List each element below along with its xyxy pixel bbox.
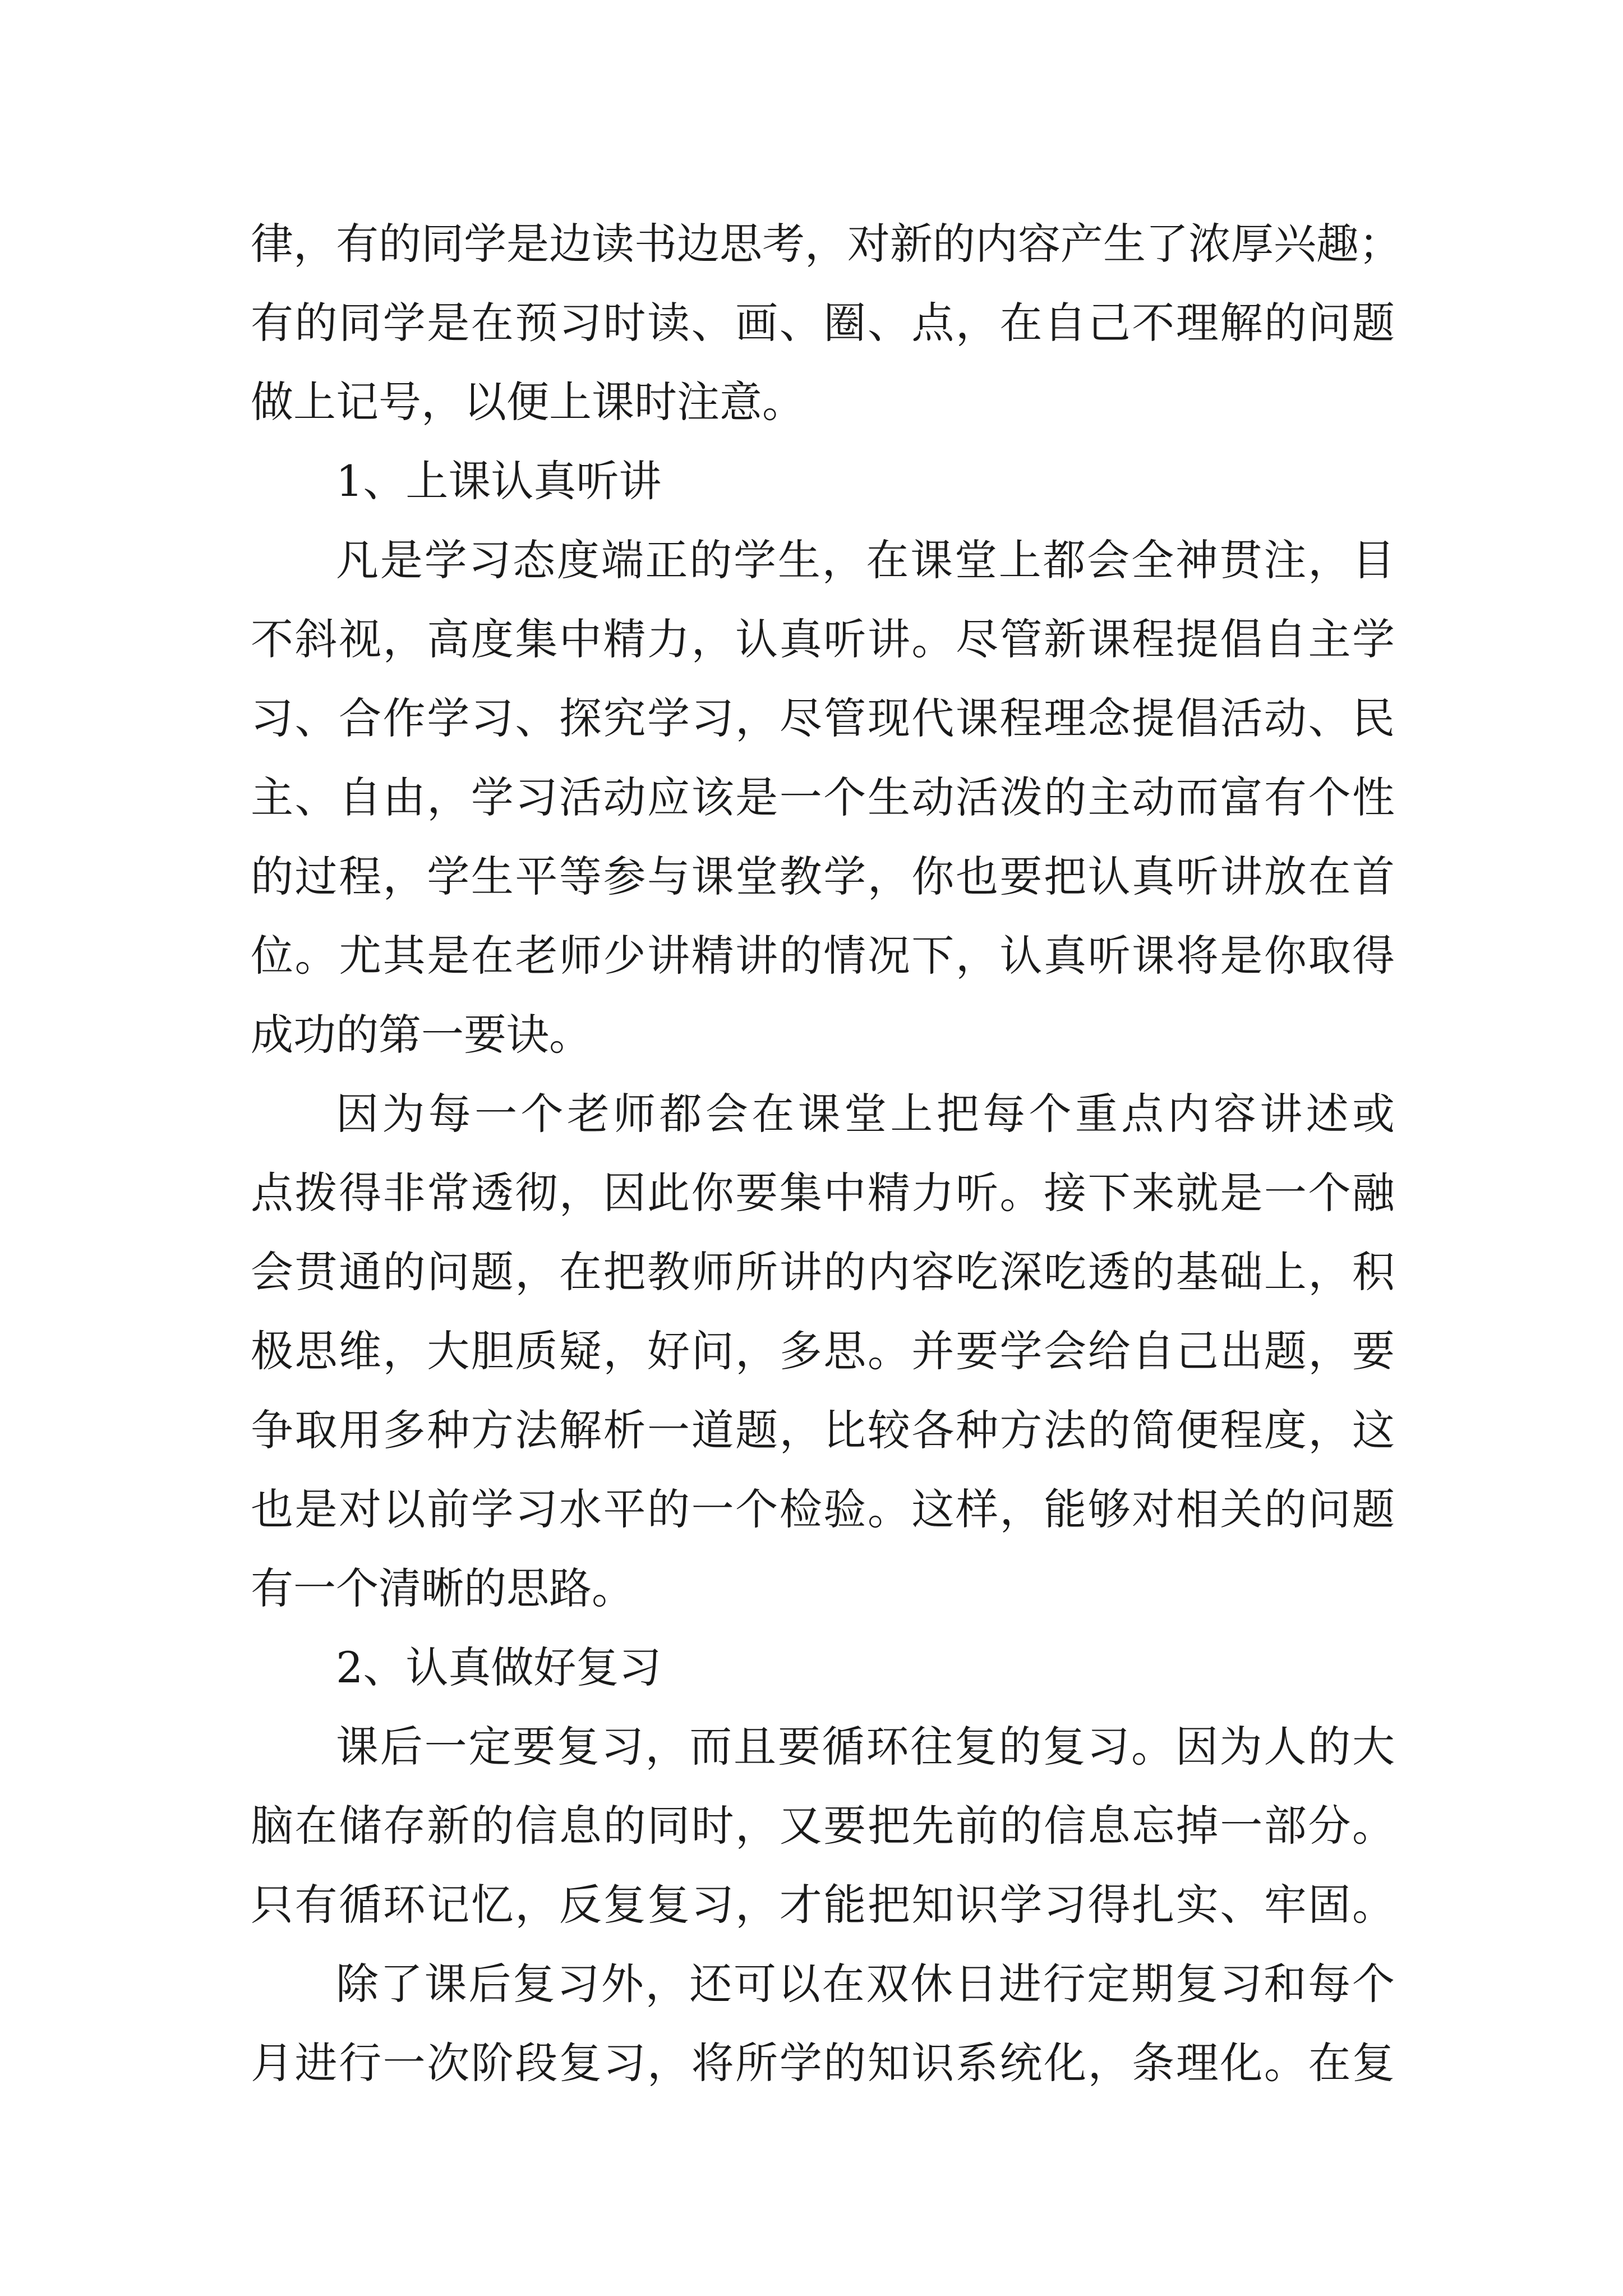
- text-line: 有的同学是在预习时读、画、圈、点，在自己不理解的问题: [251, 298, 1395, 348]
- section-heading: 1、上课认真听讲: [336, 456, 662, 506]
- text-line: 习、合作学习、探究学习，尽管现代课程理念提倡活动、民: [251, 693, 1395, 743]
- text-line: 月进行一次阶段复习，将所学的知识系统化，条理化。在复: [251, 2038, 1395, 2088]
- paragraph-first-line: 因为每一个老师都会在课堂上把每个重点内容讲述或: [336, 1089, 1395, 1139]
- text-line: 不斜视，高度集中精力，认真听讲。尽管新课程提倡自主学: [251, 614, 1395, 664]
- text-line: 脑在储存新的信息的同时，又要把先前的信息忘掉一部分。: [251, 1801, 1395, 1851]
- text-line: 主、自由，学习活动应该是一个生动活泼的主动而富有个性: [251, 772, 1395, 822]
- text-line: 点拨得非常透彻，因此你要集中精力听。接下来就是一个融: [251, 1168, 1395, 1218]
- text-line: 会贯通的问题，在把教师所讲的内容吃深吃透的基础上，积: [251, 1247, 1395, 1297]
- section-heading: 2、认真做好复习: [336, 1642, 662, 1692]
- text-line: 只有循环记忆，反复复习，才能把知识学习得扎实、牢固。: [251, 1880, 1395, 1930]
- text-line: 极思维，大胆质疑，好问，多思。并要学会给自己出题，要: [251, 1326, 1395, 1376]
- text-line: 做上记号，以便上课时注意。: [251, 377, 805, 427]
- text-line: 成功的第一要诀。: [251, 1010, 592, 1060]
- paragraph-first-line: 课后一定要复习，而且要循环往复的复习。因为人的大: [336, 1722, 1395, 1772]
- paragraph-first-line: 除了课后复习外，还可以在双休日进行定期复习和每个: [336, 1959, 1395, 2009]
- text-line: 争取用多种方法解析一道题，比较各种方法的简便程度，这: [251, 1405, 1395, 1455]
- text-line: 有一个清晰的思路。: [251, 1563, 634, 1613]
- text-line: 的过程，学生平等参与课堂教学，你也要把认真听讲放在首: [251, 852, 1395, 901]
- paragraph-first-line: 凡是学习态度端正的学生，在课堂上都会全神贯注，目: [336, 535, 1395, 585]
- text-line: 位。尤其是在老师少讲精讲的情况下，认真听课将是你取得: [251, 931, 1395, 981]
- text-line: 律，有的同学是边读书边思考，对新的内容产生了浓厚兴趣；: [251, 219, 1401, 269]
- text-line: 也是对以前学习水平的一个检验。这样，能够对相关的问题: [251, 1484, 1395, 1534]
- document-body: [251, 204, 1401, 2102]
